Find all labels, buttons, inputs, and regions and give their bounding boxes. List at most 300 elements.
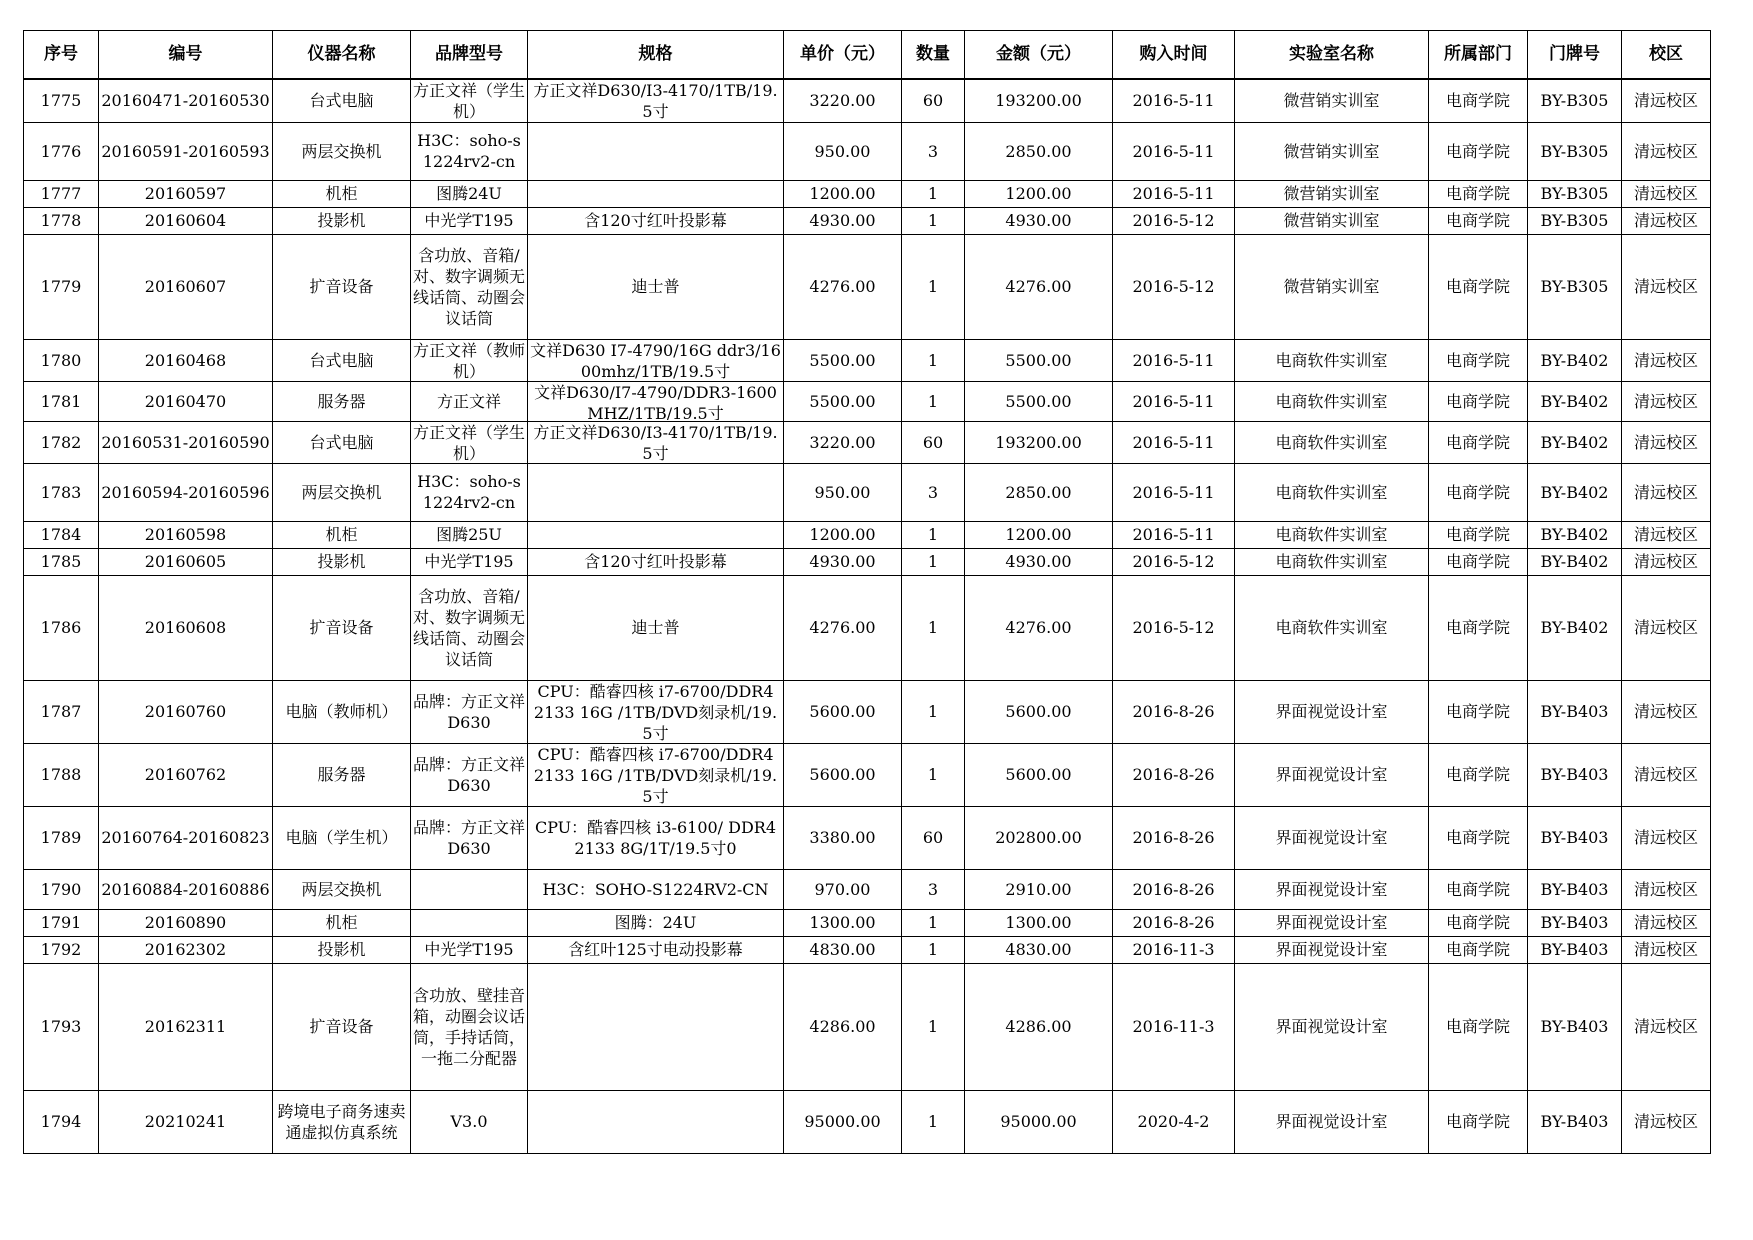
cell-text: 2016-8-26 (1132, 702, 1215, 721)
cell-text: 950.00 (814, 482, 871, 502)
cell-text: 4286.00 (809, 1017, 876, 1036)
cell-text: 2016-5-11 (1132, 525, 1215, 544)
cell-lab (1235, 909, 1429, 936)
cell-text: 电商软件实训室 (1275, 482, 1388, 502)
cell-text: 清远校区 (1633, 391, 1698, 411)
cell-code (99, 806, 273, 869)
cell-text: 4286.00 (1005, 1017, 1072, 1036)
cell-text: 1300.00 (1005, 913, 1072, 932)
table-row (24, 1090, 1711, 1153)
cell-text: 电商软件实训室 (1275, 525, 1388, 544)
cell-lab (1235, 339, 1429, 381)
cell-text: 机柜 (325, 184, 358, 203)
cell-text: BY-B305 (1540, 91, 1609, 111)
cell-code (99, 339, 273, 381)
cell-text: 4830.00 (1005, 940, 1072, 959)
cell-text: 20210241 (144, 1112, 227, 1131)
cell-campus (1622, 521, 1711, 548)
cell-price (784, 381, 902, 421)
cell-text: BY-B403 (1540, 879, 1609, 899)
cell-room (1528, 936, 1622, 963)
cell-qty (902, 463, 965, 521)
col-header-dept: 所属部门 (1429, 31, 1528, 80)
equipment-table (23, 30, 1711, 1154)
cell-text: 含红叶125寸电动投影幕 (568, 940, 743, 959)
cell-text: 5600.00 (809, 702, 876, 721)
cell-text: 电商学院 (1445, 277, 1510, 296)
cell-text: 20160604 (144, 211, 227, 230)
cell-text: BY-B403 (1540, 940, 1609, 959)
cell-seq (24, 421, 99, 463)
cell-name (273, 234, 411, 339)
cell-qty (902, 79, 965, 122)
cell-room (1528, 743, 1622, 806)
cell-name (273, 680, 411, 743)
cell-amount (965, 79, 1113, 122)
cell-text: 2016-5-12 (1132, 618, 1215, 637)
cell-text: 微营销实训室 (1283, 91, 1380, 111)
cell-campus (1622, 207, 1711, 234)
cell-code (99, 234, 273, 339)
cell-lab (1235, 381, 1429, 421)
cell-amount (965, 869, 1113, 909)
cell-text: BY-B403 (1540, 1017, 1609, 1036)
cell-text: 方正文祥（学生机） (413, 423, 525, 462)
cell-brand (411, 339, 528, 381)
cell-text: 193200.00 (995, 432, 1082, 452)
cell-text: 2016-11-3 (1132, 1017, 1215, 1036)
cell-text: 2016-11-3 (1132, 940, 1215, 959)
cell-code (99, 575, 273, 680)
cell-text: 4930.00 (809, 211, 876, 230)
cell-text: 两层交换机 (301, 141, 382, 161)
cell-text: CPU：酷睿四核 i3-6100/ DDR4 2133 8G/1T/19.5寸0 (534, 817, 777, 858)
cell-text: 20160591-20160593 (101, 141, 270, 161)
cell-text: 60 (922, 91, 944, 111)
col-header-qty: 数量 (902, 31, 965, 80)
cell-date (1113, 180, 1235, 207)
cell-text: H3C：soho-s1224rv2-cn (417, 472, 521, 512)
cell-text: 4930.00 (809, 552, 876, 571)
cell-text: 服务器 (317, 391, 366, 411)
cell-text: 清远校区 (1633, 1112, 1698, 1131)
cell-seq (24, 207, 99, 234)
cell-text: 界面视觉设计室 (1275, 1017, 1388, 1036)
cell-dept (1429, 936, 1528, 963)
cell-name (273, 122, 411, 180)
cell-dept (1429, 339, 1528, 381)
cell-brand (411, 79, 528, 122)
cell-text: CPU：酷睿四核 i7-6700/DDR4 2133 16G /1TB/DVD刻录机/19.5寸 (533, 682, 778, 742)
cell-campus (1622, 381, 1711, 421)
cell-text: 1788 (40, 765, 82, 784)
col-header-seq: 序号 (24, 31, 99, 80)
cell-spec (528, 521, 784, 548)
cell-text: 1792 (40, 940, 82, 959)
cell-text: 微营销实训室 (1283, 211, 1380, 230)
cell-date (1113, 1090, 1235, 1153)
cell-code (99, 548, 273, 575)
cell-text: 3 (927, 879, 939, 899)
cell-qty (902, 381, 965, 421)
cell-text: 1790 (40, 879, 82, 899)
cell-text: 品牌：方正文祥D630 (413, 754, 525, 795)
cell-lab (1235, 575, 1429, 680)
cell-campus (1622, 421, 1711, 463)
cell-room (1528, 963, 1622, 1090)
cell-seq (24, 463, 99, 521)
cell-code (99, 963, 273, 1090)
cell-qty (902, 207, 965, 234)
cell-text: 2016-5-11 (1132, 141, 1215, 161)
cell-spec (528, 421, 784, 463)
table-row (24, 806, 1711, 869)
cell-text: 4930.00 (1005, 211, 1072, 230)
cell-text: H3C：soho-s1224rv2-cn (417, 131, 521, 171)
cell-seq (24, 180, 99, 207)
cell-qty (902, 963, 965, 1090)
cell-text: 机柜 (325, 913, 358, 932)
cell-text: 台式电脑 (309, 432, 374, 452)
cell-text: BY-B402 (1540, 525, 1609, 544)
header-row (24, 31, 1711, 80)
cell-date (1113, 521, 1235, 548)
cell-name (273, 521, 411, 548)
cell-text: 电商学院 (1445, 1017, 1510, 1036)
cell-lab (1235, 463, 1429, 521)
cell-price (784, 680, 902, 743)
table-row (24, 869, 1711, 909)
cell-text: 1783 (40, 482, 82, 502)
cell-date (1113, 575, 1235, 680)
cell-campus (1622, 548, 1711, 575)
cell-seq (24, 936, 99, 963)
cell-dept (1429, 1090, 1528, 1153)
cell-name (273, 1090, 411, 1153)
cell-text: 清远校区 (1633, 618, 1698, 637)
cell-text: 投影机 (317, 211, 366, 230)
cell-text: 2016-8-26 (1132, 765, 1215, 784)
cell-room (1528, 806, 1622, 869)
cell-text: 1789 (40, 828, 82, 847)
cell-brand (411, 548, 528, 575)
cell-text: 1 (927, 702, 939, 721)
col-header-room: 门牌号 (1528, 31, 1622, 80)
cell-text: 60 (922, 432, 944, 452)
cell-text: 中光学T195 (424, 552, 514, 571)
cell-text: 方正文祥 (436, 391, 501, 411)
cell-name (273, 339, 411, 381)
cell-text: 图腾24U (436, 184, 502, 203)
cell-brand (411, 575, 528, 680)
cell-text: BY-B402 (1540, 618, 1609, 637)
cell-text: 2016-5-11 (1132, 482, 1215, 502)
cell-text: 图腾：24U (614, 913, 697, 932)
cell-campus (1622, 909, 1711, 936)
cell-price (784, 575, 902, 680)
cell-amount (965, 680, 1113, 743)
table-row (24, 381, 1711, 421)
cell-lab (1235, 421, 1429, 463)
cell-text: 1778 (40, 211, 82, 230)
cell-lab (1235, 79, 1429, 122)
cell-text: 1787 (40, 702, 82, 721)
cell-text: BY-B403 (1540, 828, 1609, 847)
cell-amount (965, 743, 1113, 806)
cell-text: 1 (927, 211, 939, 230)
cell-lab (1235, 180, 1429, 207)
cell-text: 20160762 (144, 765, 227, 784)
cell-qty (902, 743, 965, 806)
cell-text: 5600.00 (1005, 765, 1072, 784)
cell-text: 电商学院 (1445, 141, 1510, 161)
cell-text: 1786 (40, 618, 82, 637)
cell-campus (1622, 339, 1711, 381)
table-row (24, 575, 1711, 680)
cell-text: 2016-5-12 (1132, 211, 1215, 230)
cell-price (784, 207, 902, 234)
cell-date (1113, 207, 1235, 234)
cell-room (1528, 1090, 1622, 1153)
cell-room (1528, 909, 1622, 936)
cell-brand (411, 909, 528, 936)
cell-dept (1429, 381, 1528, 421)
cell-spec (528, 963, 784, 1090)
cell-qty (902, 869, 965, 909)
table-row (24, 963, 1711, 1090)
cell-brand (411, 963, 528, 1090)
cell-text: 3380.00 (809, 828, 876, 847)
cell-text: 电脑（教师机） (285, 702, 398, 721)
cell-brand (411, 936, 528, 963)
table-row (24, 909, 1711, 936)
table-row (24, 339, 1711, 381)
cell-text: 电商学院 (1445, 211, 1510, 230)
cell-date (1113, 936, 1235, 963)
cell-text: 迪士普 (631, 277, 680, 296)
cell-campus (1622, 234, 1711, 339)
cell-text: 1 (927, 277, 939, 296)
cell-text: 中光学T195 (424, 940, 514, 959)
cell-dept (1429, 421, 1528, 463)
cell-text: 电脑（学生机） (285, 828, 398, 847)
cell-text: 1791 (40, 913, 82, 932)
cell-text: 970.00 (814, 879, 871, 899)
cell-text: 2016-8-26 (1132, 879, 1215, 899)
cell-dept (1429, 575, 1528, 680)
cell-text: 1 (927, 913, 939, 932)
cell-date (1113, 381, 1235, 421)
cell-brand (411, 421, 528, 463)
cell-seq (24, 548, 99, 575)
cell-text: BY-B305 (1540, 277, 1609, 296)
cell-dept (1429, 79, 1528, 122)
cell-lab (1235, 1090, 1429, 1153)
cell-seq (24, 963, 99, 1090)
cell-room (1528, 421, 1622, 463)
cell-text: BY-B305 (1540, 211, 1609, 230)
cell-text: 20160468 (144, 350, 227, 370)
cell-price (784, 806, 902, 869)
cell-price (784, 234, 902, 339)
cell-brand (411, 381, 528, 421)
cell-date (1113, 869, 1235, 909)
table-row (24, 521, 1711, 548)
cell-price (784, 339, 902, 381)
cell-text: 20160598 (144, 525, 227, 544)
cell-code (99, 463, 273, 521)
cell-text: 方正文祥（学生机） (413, 81, 525, 122)
cell-name (273, 207, 411, 234)
cell-text: 202800.00 (995, 828, 1082, 847)
cell-price (784, 463, 902, 521)
cell-text: 微营销实训室 (1283, 184, 1380, 203)
cell-spec (528, 234, 784, 339)
cell-text: 3220.00 (809, 432, 876, 452)
cell-text: 2910.00 (1005, 879, 1072, 899)
cell-spec (528, 122, 784, 180)
cell-lab (1235, 680, 1429, 743)
cell-text: 界面视觉设计室 (1275, 702, 1388, 721)
cell-text: 1 (927, 940, 939, 959)
cell-name (273, 180, 411, 207)
cell-text: 4830.00 (809, 940, 876, 959)
cell-text: BY-B403 (1540, 913, 1609, 932)
cell-date (1113, 743, 1235, 806)
cell-text: 1780 (40, 350, 82, 370)
cell-text: 1 (927, 552, 939, 571)
cell-spec (528, 548, 784, 575)
cell-text: BY-B403 (1540, 702, 1609, 721)
table-body (24, 79, 1711, 1153)
cell-text: 文祥D630/I7-4790/DDR3-1600MHZ/1TB/19.5寸 (534, 383, 777, 420)
cell-text: 3 (927, 141, 939, 161)
cell-room (1528, 548, 1622, 575)
cell-text: 1 (927, 1017, 939, 1036)
cell-code (99, 936, 273, 963)
cell-amount (965, 1090, 1113, 1153)
cell-text: 20160890 (144, 913, 227, 932)
cell-spec (528, 936, 784, 963)
cell-text: 20160471-20160530 (101, 91, 270, 111)
cell-price (784, 180, 902, 207)
cell-campus (1622, 806, 1711, 869)
cell-text: 5500.00 (1005, 391, 1072, 411)
cell-text: 迪士普 (631, 618, 680, 637)
cell-text: 2016-5-11 (1132, 350, 1215, 370)
col-header-price: 单价（元） (784, 31, 902, 80)
cell-text: 台式电脑 (309, 350, 374, 370)
cell-text: 1785 (40, 552, 82, 571)
cell-text: 1 (927, 1112, 939, 1131)
cell-spec (528, 339, 784, 381)
cell-name (273, 963, 411, 1090)
cell-text: 中光学T195 (424, 211, 514, 230)
cell-text: 电商学院 (1445, 482, 1510, 502)
cell-campus (1622, 180, 1711, 207)
cell-code (99, 381, 273, 421)
cell-qty (902, 521, 965, 548)
cell-text: BY-B402 (1540, 482, 1609, 502)
cell-text: 微营销实训室 (1283, 141, 1380, 161)
cell-seq (24, 521, 99, 548)
cell-spec (528, 381, 784, 421)
cell-text: 4276.00 (809, 618, 876, 637)
cell-text: 两层交换机 (301, 879, 382, 899)
cell-brand (411, 207, 528, 234)
cell-text: 界面视觉设计室 (1275, 913, 1388, 932)
cell-text: 20160594-20160596 (101, 482, 270, 502)
cell-text: BY-B402 (1540, 350, 1609, 370)
cell-text: 4276.00 (1005, 277, 1072, 296)
cell-date (1113, 79, 1235, 122)
cell-name (273, 381, 411, 421)
cell-text: 清远校区 (1633, 91, 1698, 111)
cell-room (1528, 207, 1622, 234)
cell-code (99, 1090, 273, 1153)
cell-text: 品牌：方正文祥D630 (413, 817, 525, 858)
cell-text: 2016-8-26 (1132, 828, 1215, 847)
cell-text: 清远校区 (1633, 702, 1698, 721)
cell-campus (1622, 936, 1711, 963)
cell-text: 跨境电子商务速卖通虚拟仿真系统 (277, 1101, 406, 1142)
cell-text: 界面视觉设计室 (1275, 940, 1388, 959)
cell-text: 5500.00 (809, 391, 876, 411)
table-row (24, 936, 1711, 963)
cell-seq (24, 122, 99, 180)
cell-spec (528, 909, 784, 936)
cell-text: 清远校区 (1633, 828, 1698, 847)
cell-text: 扩音设备 (309, 1017, 374, 1036)
cell-brand (411, 743, 528, 806)
cell-text: 2850.00 (1005, 482, 1072, 502)
cell-name (273, 869, 411, 909)
cell-text: 4276.00 (809, 277, 876, 296)
cell-text: 电商软件实训室 (1275, 350, 1388, 370)
cell-qty (902, 1090, 965, 1153)
cell-text: 20160531-20160590 (101, 432, 270, 452)
cell-code (99, 79, 273, 122)
cell-spec (528, 575, 784, 680)
cell-text: 2016-8-26 (1132, 913, 1215, 932)
cell-name (273, 909, 411, 936)
cell-text: 1775 (40, 91, 82, 111)
cell-amount (965, 963, 1113, 1090)
cell-room (1528, 521, 1622, 548)
cell-text: 2020-4-2 (1137, 1112, 1210, 1131)
cell-text: BY-B402 (1540, 391, 1609, 411)
cell-text: 清远校区 (1633, 525, 1698, 544)
cell-text: 1300.00 (809, 913, 876, 932)
cell-amount (965, 180, 1113, 207)
cell-date (1113, 463, 1235, 521)
cell-qty (902, 339, 965, 381)
cell-date (1113, 421, 1235, 463)
cell-dept (1429, 806, 1528, 869)
cell-brand (411, 869, 528, 909)
cell-dept (1429, 548, 1528, 575)
cell-text: 清远校区 (1633, 482, 1698, 502)
cell-text: 图腾25U (436, 525, 502, 544)
cell-code (99, 521, 273, 548)
cell-text: 193200.00 (995, 91, 1082, 111)
cell-text: 扩音设备 (309, 618, 374, 637)
cell-text: 清远校区 (1633, 184, 1698, 203)
cell-text: 清远校区 (1633, 432, 1698, 452)
cell-amount (965, 381, 1113, 421)
cell-text: 文祥D630 I7-4790/16G ddr3/1600mhz/1TB/19.5寸 (530, 341, 781, 380)
cell-text: 电商学院 (1445, 184, 1510, 203)
